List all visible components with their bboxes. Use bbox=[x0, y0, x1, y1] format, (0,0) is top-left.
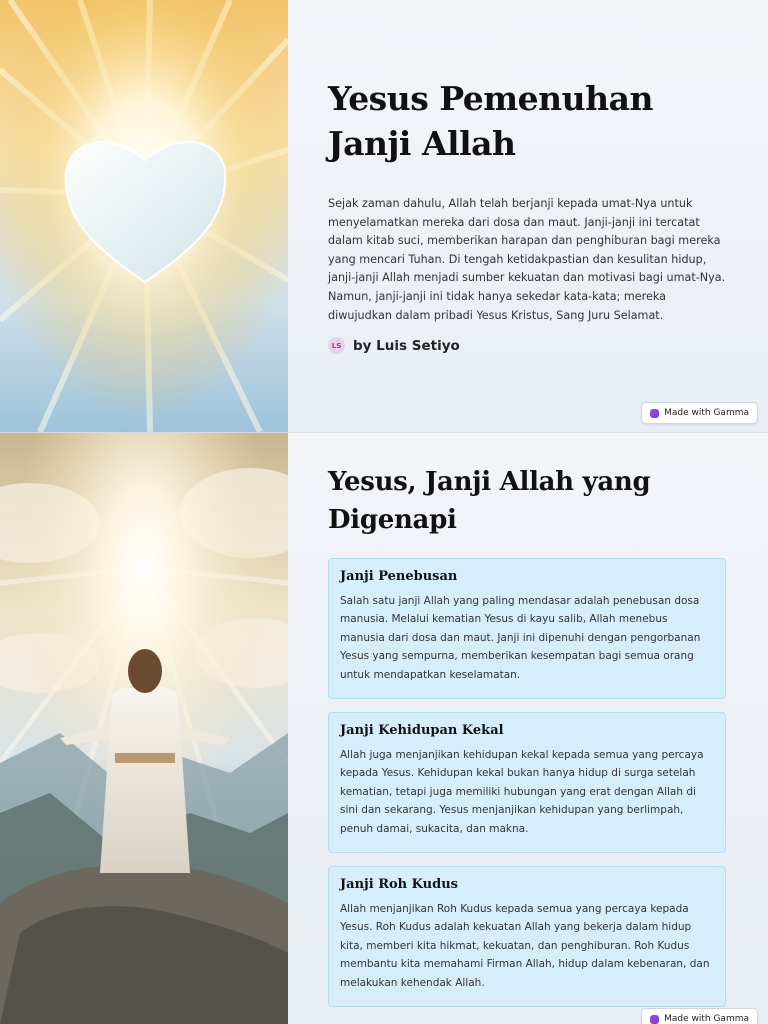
glowing-heart-image bbox=[0, 0, 288, 432]
card-heading: Janji Penebusan bbox=[340, 569, 458, 584]
gamma-logo-icon bbox=[650, 1015, 659, 1024]
card-body: Allah menjanjikan Roh Kudus kepada semua yang percaya kepada Yesus. Roh Kudus adalah kekuatan Allah yang bekerja dalam hidup kita, memberi kita hikmat, kekuatan, dan penghiburan. Roh Kudus membantu kita memahami Firman Allah, hidup dalam kebenaran, dan melakukan kehendak Allah. bbox=[340, 903, 710, 989]
author-byline bbox=[328, 337, 460, 354]
promise-card-penebusan bbox=[328, 558, 726, 699]
slide-1 bbox=[0, 0, 768, 432]
badge-label: Made with Gamma bbox=[664, 1014, 749, 1024]
promise-card-roh-kudus bbox=[328, 866, 726, 1007]
author-name: by Luis Setiyo bbox=[353, 337, 460, 354]
made-with-gamma-button[interactable] bbox=[641, 402, 758, 424]
intro-content bbox=[288, 0, 768, 432]
card-body: Salah satu janji Allah yang paling mendasar adalah penebusan dosa manusia. Melalui kematian Yesus di kayu salib, Allah menebus manusia dari dosa dan maut. Janji ini dipenuhi dengan pengorbanan Yesus yang sempurna, memberikan kesempatan bagi semua orang untuk mendapatkan keselamatan. bbox=[340, 595, 701, 681]
card-heading: Janji Roh Kudus bbox=[340, 877, 458, 892]
promise-card-kehidupan-kekal bbox=[328, 712, 726, 853]
jesus-on-mountain-image bbox=[0, 433, 288, 1024]
card-heading: Janji Kehidupan Kekal bbox=[340, 723, 504, 738]
promises-content bbox=[288, 433, 768, 1024]
card-body: Allah juga menjanjikan kehidupan kekal kepada semua yang percaya kepada Yesus. Kehidupan kekal bukan hanya hidup di surga setelah kematian, tetapi juga memiliki hubungan yang erat dengan Allah di sini dan sekarang. Yesus menjanjikan kehidupan yang berlimpah, penuh damai, sukacita, dan makna. bbox=[340, 749, 704, 835]
page-title: Yesus Pemenuhan Janji Allah bbox=[328, 79, 654, 163]
badge-label: Made with Gamma bbox=[664, 408, 749, 418]
intro-paragraph: Sejak zaman dahulu, Allah telah berjanji kepada umat-Nya untuk menyelamatkan mereka dari dosa dan maut. Janji-janji ini tercatat dalam kitab suci, memberikan harapan dan penghiburan bagi mereka yang mencari Tuhan. Di tengah ketidakpastian dan kesulitan hidup, janji-janji Allah menjadi sumber kekuatan dan motivasi bagi umat-Nya. Namun, janji-janji ini tidak hanya sekedar kata-kata; mereka diwujudkan dalam pribadi Yesus Kristus, Sang Juru Selamat. bbox=[328, 197, 726, 322]
avatar: LS bbox=[328, 337, 345, 354]
gamma-logo-icon bbox=[650, 409, 659, 418]
made-with-gamma-button[interactable] bbox=[641, 1008, 758, 1024]
slide-2 bbox=[0, 433, 768, 1024]
section-title: Yesus, Janji Allah yang Digenapi bbox=[328, 467, 651, 535]
